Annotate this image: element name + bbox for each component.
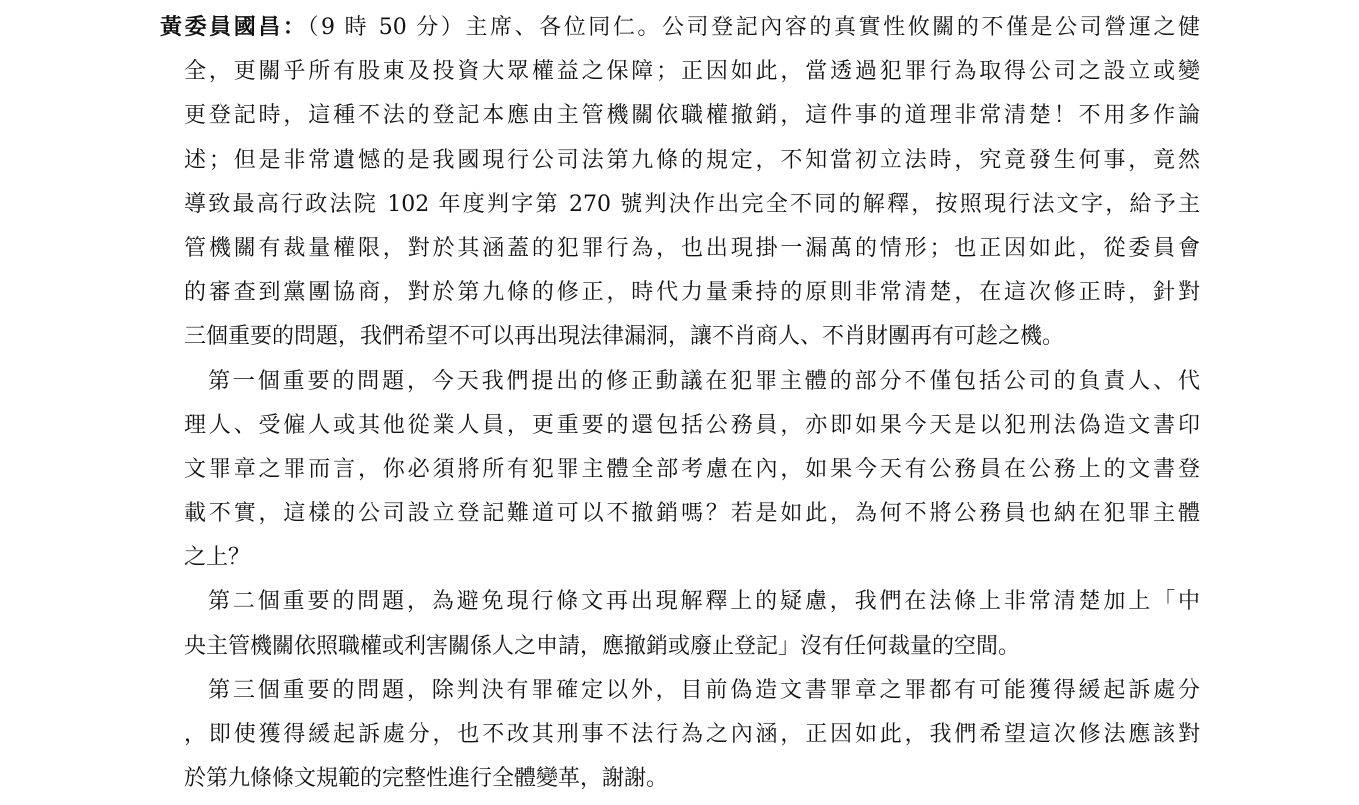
text-line: 三個重要的問題，我們希望不可以再出現法律漏洞，讓不肖商人、不肖財團再有可趁之機。 <box>184 324 1065 350</box>
text-line: 載不實，這樣的公司設立登記難道可以不撤銷嗎？若是如此，為何不將公務員也納在犯罪主體 <box>184 501 1200 527</box>
paragraph-4 <box>160 673 1200 805</box>
text-line: 更登記時，這種不法的登記本應由主管機關依職權撤銷，這件事的道理非常清楚！不用多作論 <box>184 103 1200 129</box>
text-line: 理人、受僱人或其他從業人員，更重要的還包括公務員，亦即如果今天是以犯刑法偽造文書印 <box>184 412 1200 438</box>
text-line: 第三個重要的問題，除判決有罪確定以外，目前偽造文書罪章之罪都有可能獲得緩起訴處分 <box>208 677 1200 703</box>
text-line: 管機關有裁量權限，對於其涵蓋的犯罪行為，也出現掛一漏萬的情形；也正因如此，從委員會 <box>184 235 1200 261</box>
text-line: ，即使獲得緩起訴處分，也不改其刑事不法行為之內涵，正因如此，我們希望這次修法應該對 <box>184 722 1200 747</box>
text-line: 全，更關乎所有股東及投資大眾權益之保障；正因如此，當透過犯罪行為取得公司之設立或變 <box>184 59 1200 85</box>
text-line: 第二個重要的問題，為避免現行條文再出現解釋上的疑慮，我們在法條上非常清楚加上「中 <box>208 589 1200 615</box>
text-line: 之上？ <box>184 545 251 571</box>
paragraph-2 <box>160 364 1200 585</box>
text-line: 導致最高行政法院 102 年度判字第 270 號判決作出完全不同的解釋，按照現行法文字，給予主 <box>184 191 1200 217</box>
paragraph-3 <box>160 584 1200 672</box>
text-line: 文罪章之罪而言，你必須將所有犯罪主體全部考慮在內，如果今天有公務員在公務上的文書登 <box>184 456 1200 482</box>
text-line: 的審查到黨團協商，對於第九條的修正，時代力量秉持的原則非常清楚，在這次修正時，針對 <box>184 280 1200 306</box>
text-line: 第一個重要的問題，今天我們提出的修正動議在犯罪主體的部分不僅包括公司的負責人、代 <box>208 368 1200 394</box>
text-line: 述；但是非常遺憾的是我國現行公司法第九條的規定，不知當初立法時，究竟發生何事，竟然 <box>184 147 1200 173</box>
transcript-document <box>160 10 1200 805</box>
text-line <box>160 10 1200 54</box>
paragraph-1 <box>160 10 1200 364</box>
speaker-name: 黃委員國昌： <box>160 15 308 40</box>
text-line: 於第九條條文規範的完整性進行全體變革，謝謝。 <box>184 766 669 792</box>
text-line: 央主管機關依照職權或利害關係人之申請，應撤銷或廢止登記」沒有任何裁量的空間。 <box>184 633 1021 659</box>
line-text: （9 時 50 分）主席、各位同仁。公司登記內容的真實性攸關的不僅是公司營運之健 <box>307 15 1200 40</box>
